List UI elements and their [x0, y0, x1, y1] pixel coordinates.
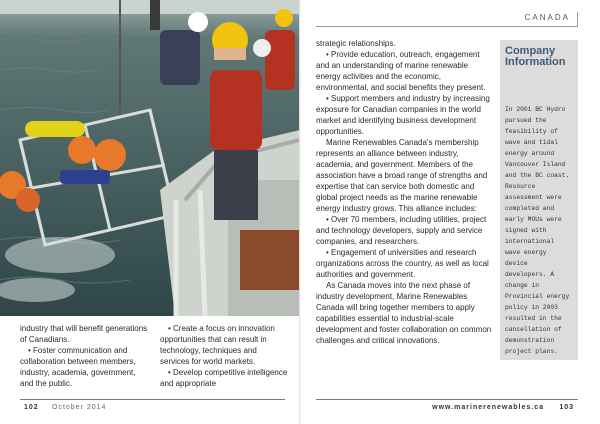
left-column-1-bullet: • Foster communication and collaboration between members, industry, academia, government, and the public.: [20, 346, 136, 388]
article-paragraph: As Canada moves into the next phase of industry development, Marine Renewables Canada will bring together members to apply capabilities essential to industrial-scale development and foster collaboration on common challenges and critical innovations.: [316, 281, 492, 345]
right-page: [300, 0, 600, 424]
left-column-1-line: industry that will benefit generations of Canadians.: [20, 324, 148, 344]
issue-date: October 2014: [52, 404, 107, 411]
sidebar-title: Company Information: [505, 45, 566, 68]
section-label: CANADA: [524, 13, 570, 22]
left-footer: [20, 399, 285, 415]
article-bullet: • Engagement of universities and research organizations across the country, as well as local authorities and government.: [316, 248, 489, 279]
website-url[interactable]: www.marinerenewables.ca: [432, 404, 544, 411]
header-divider-tick: [577, 12, 578, 27]
article-bullet: • Provide education, outreach, engagement and an understanding of marine renewable energy activities and the economic, environmental, and social benefits they present.: [316, 50, 486, 92]
left-column-1: [20, 323, 148, 389]
left-text-columns: [20, 323, 290, 393]
photo-deck-crew: [0, 0, 300, 316]
right-page-number: 103: [559, 404, 574, 411]
article-bullet: • Support members and industry by increasing exposure for Canadian companies in the world market and identifying business development opportunities.: [316, 94, 490, 136]
left-column-2: [160, 323, 288, 389]
sidebar-body: In 2001 BC Hydro pursued the feasibility of wave and tidal energy around Vancouver Island and the BC coast. Resource assessment were completed and early MOUs were signed with international wave energy device developers. A change in Provincial energy policy in 2003 resulted in the cancellation of demonstration project plans.: [505, 106, 570, 355]
left-column-2-bullet: • Create a focus on innovation opportunities that can result in technology, techniques and services for world markets.: [160, 324, 275, 366]
left-column-2-bullet: • Develop competitive intelligence and appropriate: [160, 368, 288, 388]
article-paragraph: Marine Renewables Canada's membership represents an alliance between industry, academia, and government. Members of the association have a broad range of strengths and expertise that can service both domestic and global project needs as the marine renewable energy industry grows. This alliance includes:: [316, 138, 488, 213]
photo-illustration: [0, 0, 300, 316]
header-divider: [316, 26, 578, 27]
company-information-sidebar: [500, 40, 578, 360]
right-footer: [316, 399, 578, 415]
article-bullet: • Over 70 members, including utilities, project and technology developers, supply and service companies, and researchers.: [316, 215, 487, 246]
article-paragraph: strategic relationships.: [316, 39, 396, 48]
left-page-number: 102: [24, 404, 39, 411]
article-body: [316, 38, 494, 346]
